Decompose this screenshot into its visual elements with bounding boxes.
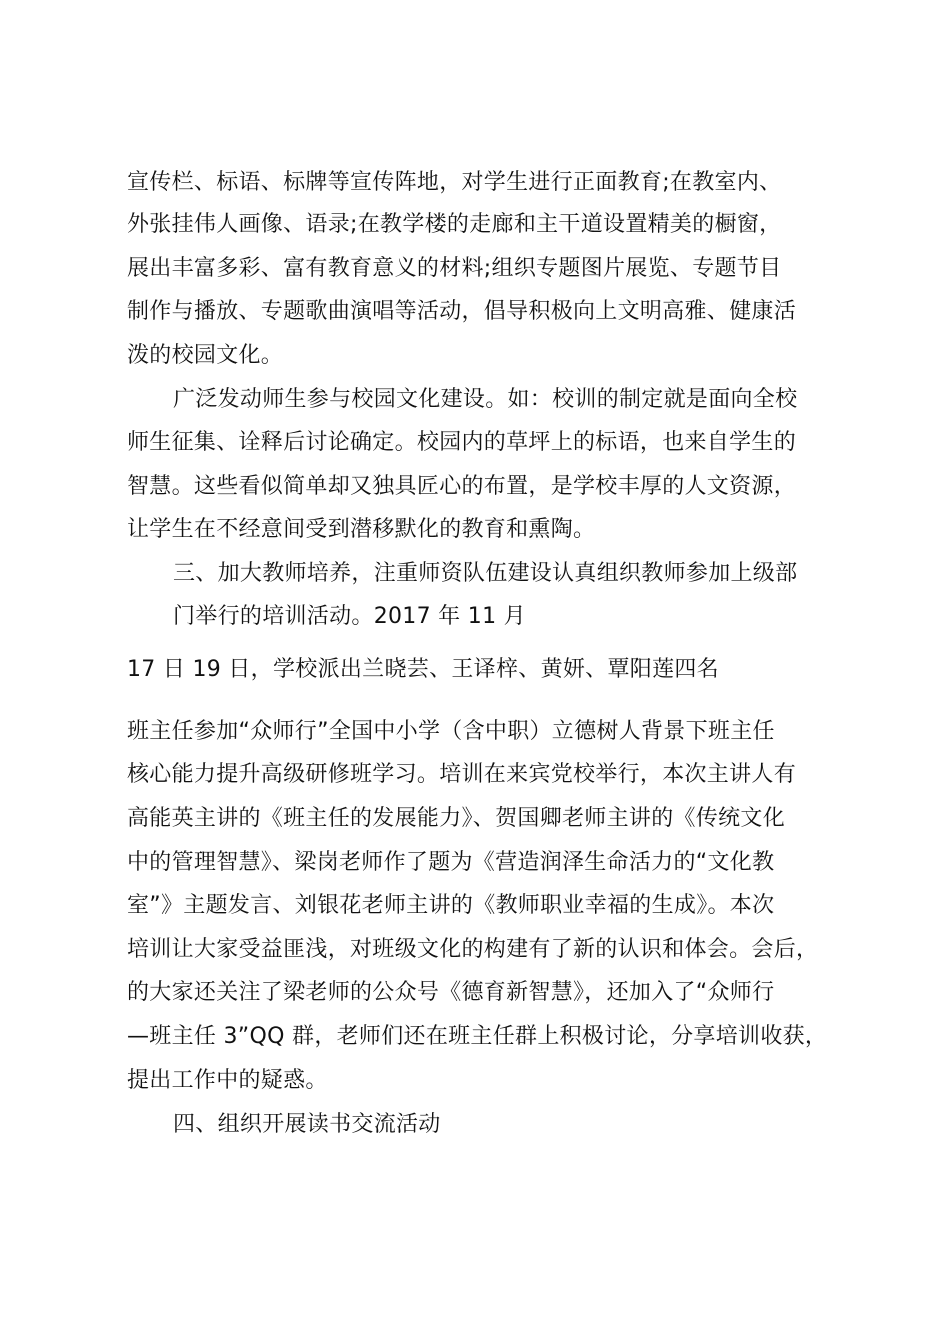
text-line: 高能英主讲的《班主任的发展能力》、贺国卿老师主讲的《传统文化: [127, 806, 786, 831]
text-line: 宣传栏、标语、标牌等宣传阵地，对学生进行正面教育;在教室内、: [127, 170, 782, 195]
text-line: 制作与播放、专题歌曲演唱等活动，倡导积极向上文明高雅、健康活: [127, 299, 797, 324]
text-line: 让学生在不经意间受到潜移默化的教育和熏陶。: [127, 517, 596, 542]
text-line: 培训让大家受益匪浅，对班级文化的构建有了新的认识和体会。会后，: [127, 937, 819, 962]
section-heading-3: 三、加大教师培养，注重师资队伍建设认真组织教师参加上级部: [173, 561, 798, 586]
text-line: 核心能力提升高级研修班学习。培训在来宾党校举行，本次主讲人有: [127, 762, 797, 787]
text-line: 师生征集、诠释后讨论确定。校园内的草坪上的标语，也来自学生的: [127, 430, 797, 455]
text-line: 门举行的培训活动。2017 年 11 月: [173, 604, 526, 629]
text-line: —班主任 3”QQ 群，老师们还在班主任群上积极讨论，分享培训收获，: [127, 1024, 828, 1049]
text-line: 展出丰富多彩、富有教育意义的材料;组织专题图片展览、专题节目: [127, 256, 782, 281]
text-line: 中的管理智慧》、梁岗老师作了题为《营造润泽生命活力的“文化教: [127, 850, 775, 875]
text-line: 泼的校园文化。: [127, 343, 284, 368]
text-line: 提出工作中的疑惑。: [127, 1068, 328, 1093]
paragraph-first-line: 广泛发动师生参与校园文化建设。如：校训的制定就是面向全校: [173, 387, 798, 412]
section-heading-4: 四、组织开展读书交流活动: [173, 1112, 441, 1137]
text-line: 室”》主题发言、刘银花老师主讲的《教师职业幸福的生成》。本次: [127, 893, 775, 918]
text-line: 智慧。这些看似简单却又独具匠心的布置，是学校丰厚的人文资源，: [127, 474, 797, 499]
text-line: 班主任参加“众师行”全国中小学（含中职）立德树人背景下班主任: [127, 719, 775, 744]
text-line: 17 日 19 日，学校派出兰晓芸、王译梓、黄妍、覃阳莲四名: [127, 657, 719, 682]
text-line: 的大家还关注了梁老师的公众号《德育新智慧》，还加入了“众师行: [127, 980, 775, 1005]
text-line: 外张挂伟人画像、语录;在教学楼的走廊和主干道设置精美的橱窗，: [127, 212, 782, 237]
